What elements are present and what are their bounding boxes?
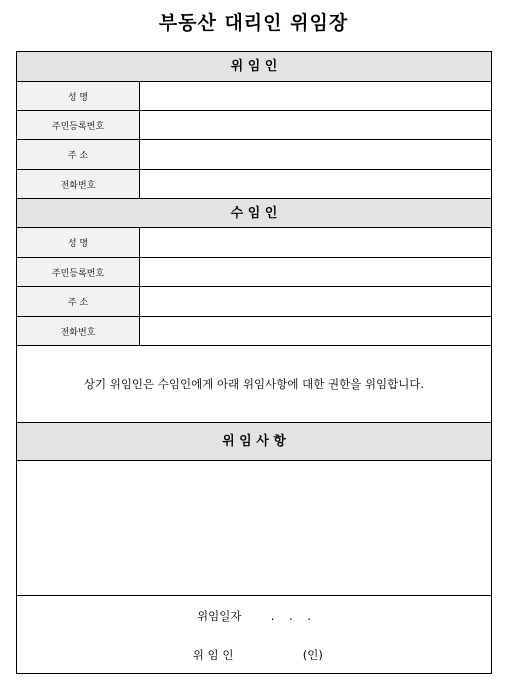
matters-section-header: 위 임 사 항 <box>17 423 491 461</box>
delegator-id-field[interactable] <box>140 111 491 139</box>
document-title: 부동산 대리인 위임장 <box>158 12 349 34</box>
delegatee-phone-row <box>17 317 491 346</box>
delegatee-phone-label: 전화번호 <box>17 317 140 345</box>
delegation-statement: 상기 위임인은 수임인에게 아래 위임사항에 대한 권한을 위임합니다. <box>17 346 491 423</box>
delegatee-id-field[interactable] <box>140 258 491 286</box>
delegation-date-label: 위임일자 <box>197 609 242 623</box>
delegator-address-label: 주 소 <box>17 140 140 169</box>
delegatee-name-field[interactable] <box>140 228 491 257</box>
delegatee-section-header: 수 임 인 <box>17 199 491 228</box>
delegator-address-field[interactable] <box>140 140 491 169</box>
delegator-sign-line <box>17 647 491 663</box>
delegatee-address-row <box>17 287 491 317</box>
delegator-sign-label: 위 임 인 <box>192 648 234 662</box>
delegation-date-line <box>17 608 491 624</box>
delegatee-address-label: 주 소 <box>17 287 140 316</box>
delegator-id-label: 주민등록번호 <box>17 111 140 139</box>
signature-area <box>17 596 491 673</box>
delegatee-id-label: 주민등록번호 <box>17 258 140 286</box>
delegatee-name-label: 성 명 <box>17 228 140 257</box>
delegator-address-row <box>17 140 491 170</box>
delegator-id-row <box>17 111 491 140</box>
delegatee-id-row <box>17 258 491 287</box>
delegator-phone-label: 전화번호 <box>17 170 140 198</box>
delegatee-address-field[interactable] <box>140 287 491 316</box>
delegatee-phone-field[interactable] <box>140 317 491 345</box>
seal-mark[interactable]: (인) <box>302 648 323 662</box>
delegator-phone-row <box>17 170 491 199</box>
delegator-section-header: 위 임 인 <box>17 52 491 82</box>
matters-content-field[interactable] <box>17 461 491 596</box>
delegator-phone-field[interactable] <box>140 170 491 198</box>
delegator-name-label: 성 명 <box>17 82 140 110</box>
delegation-form <box>16 51 492 674</box>
delegator-name-field[interactable] <box>140 82 491 110</box>
delegator-name-row <box>17 82 491 111</box>
delegation-date-value[interactable]: . . . <box>270 609 311 623</box>
delegatee-name-row <box>17 228 491 258</box>
